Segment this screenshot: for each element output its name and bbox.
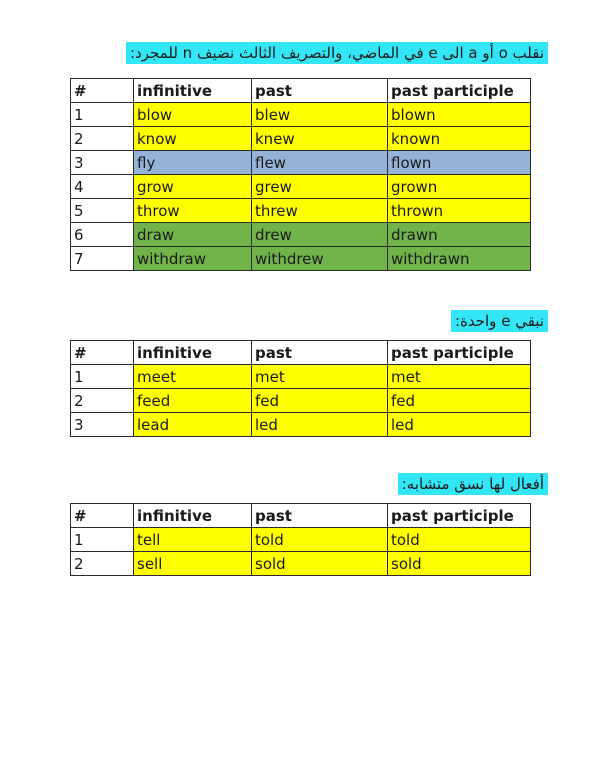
past-participle-cell: led <box>388 413 531 437</box>
infinitive-cell: withdraw <box>134 247 252 271</box>
table-row <box>71 413 531 437</box>
infinitive-cell: meet <box>134 365 252 389</box>
table-header-row <box>71 79 531 103</box>
past-cell: withdrew <box>252 247 388 271</box>
header-past-participle: past participle <box>388 504 531 528</box>
infinitive-cell: lead <box>134 413 252 437</box>
table-row <box>71 175 531 199</box>
infinitive-cell: throw <box>134 199 252 223</box>
past-cell: threw <box>252 199 388 223</box>
past-cell: blew <box>252 103 388 127</box>
past-cell: flew <box>252 151 388 175</box>
past-participle-cell: blown <box>388 103 531 127</box>
past-cell: told <box>252 528 388 552</box>
table-row <box>71 199 531 223</box>
table-row <box>71 365 531 389</box>
infinitive-cell: blow <box>134 103 252 127</box>
table-row <box>71 552 531 576</box>
past-cell: led <box>252 413 388 437</box>
table-row <box>71 223 531 247</box>
past-cell: grew <box>252 175 388 199</box>
past-participle-cell: known <box>388 127 531 151</box>
header-past: past <box>252 504 388 528</box>
row-number-cell: 2 <box>71 389 134 413</box>
row-number-cell: 1 <box>71 365 134 389</box>
header-number: # <box>71 341 134 365</box>
header-infinitive: infinitive <box>134 341 252 365</box>
header-past-participle: past participle <box>388 341 531 365</box>
past-participle-cell: fed <box>388 389 531 413</box>
past-participle-cell: withdrawn <box>388 247 531 271</box>
infinitive-cell: feed <box>134 389 252 413</box>
header-past-participle: past participle <box>388 79 531 103</box>
row-number-cell: 3 <box>71 151 134 175</box>
verb-table-3 <box>70 503 531 576</box>
past-participle-cell: met <box>388 365 531 389</box>
past-cell: met <box>252 365 388 389</box>
table-row <box>71 127 531 151</box>
past-cell: fed <box>252 389 388 413</box>
row-number-cell: 6 <box>71 223 134 247</box>
row-number-cell: 4 <box>71 175 134 199</box>
past-cell: drew <box>252 223 388 247</box>
row-number-cell: 2 <box>71 127 134 151</box>
table-row <box>71 528 531 552</box>
header-number: # <box>71 504 134 528</box>
past-cell: knew <box>252 127 388 151</box>
header-past: past <box>252 79 388 103</box>
infinitive-cell: know <box>134 127 252 151</box>
header-past: past <box>252 341 388 365</box>
past-participle-cell: flown <box>388 151 531 175</box>
table-row <box>71 103 531 127</box>
verb-table-2 <box>70 340 531 437</box>
verb-table-1 <box>70 78 531 271</box>
header-infinitive: infinitive <box>134 79 252 103</box>
past-participle-cell: grown <box>388 175 531 199</box>
header-infinitive: infinitive <box>134 504 252 528</box>
infinitive-cell: fly <box>134 151 252 175</box>
row-number-cell: 1 <box>71 528 134 552</box>
row-number-cell: 1 <box>71 103 134 127</box>
past-participle-cell: sold <box>388 552 531 576</box>
infinitive-cell: draw <box>134 223 252 247</box>
section-3-heading: أفعال لها نسق متشابه: <box>398 473 548 495</box>
section-1-heading: نقلب o أو a الى e في الماضي، والتصريف الثالث نضيف n للمجرد: <box>126 42 548 64</box>
infinitive-cell: tell <box>134 528 252 552</box>
infinitive-cell: grow <box>134 175 252 199</box>
past-cell: sold <box>252 552 388 576</box>
table-row <box>71 151 531 175</box>
table-header-row <box>71 504 531 528</box>
section-2-heading: نبقي e واحدة: <box>451 310 548 332</box>
past-participle-cell: told <box>388 528 531 552</box>
row-number-cell: 3 <box>71 413 134 437</box>
row-number-cell: 7 <box>71 247 134 271</box>
past-participle-cell: drawn <box>388 223 531 247</box>
row-number-cell: 2 <box>71 552 134 576</box>
row-number-cell: 5 <box>71 199 134 223</box>
table-row <box>71 247 531 271</box>
table-row <box>71 389 531 413</box>
infinitive-cell: sell <box>134 552 252 576</box>
header-number: # <box>71 79 134 103</box>
table-header-row <box>71 341 531 365</box>
past-participle-cell: thrown <box>388 199 531 223</box>
